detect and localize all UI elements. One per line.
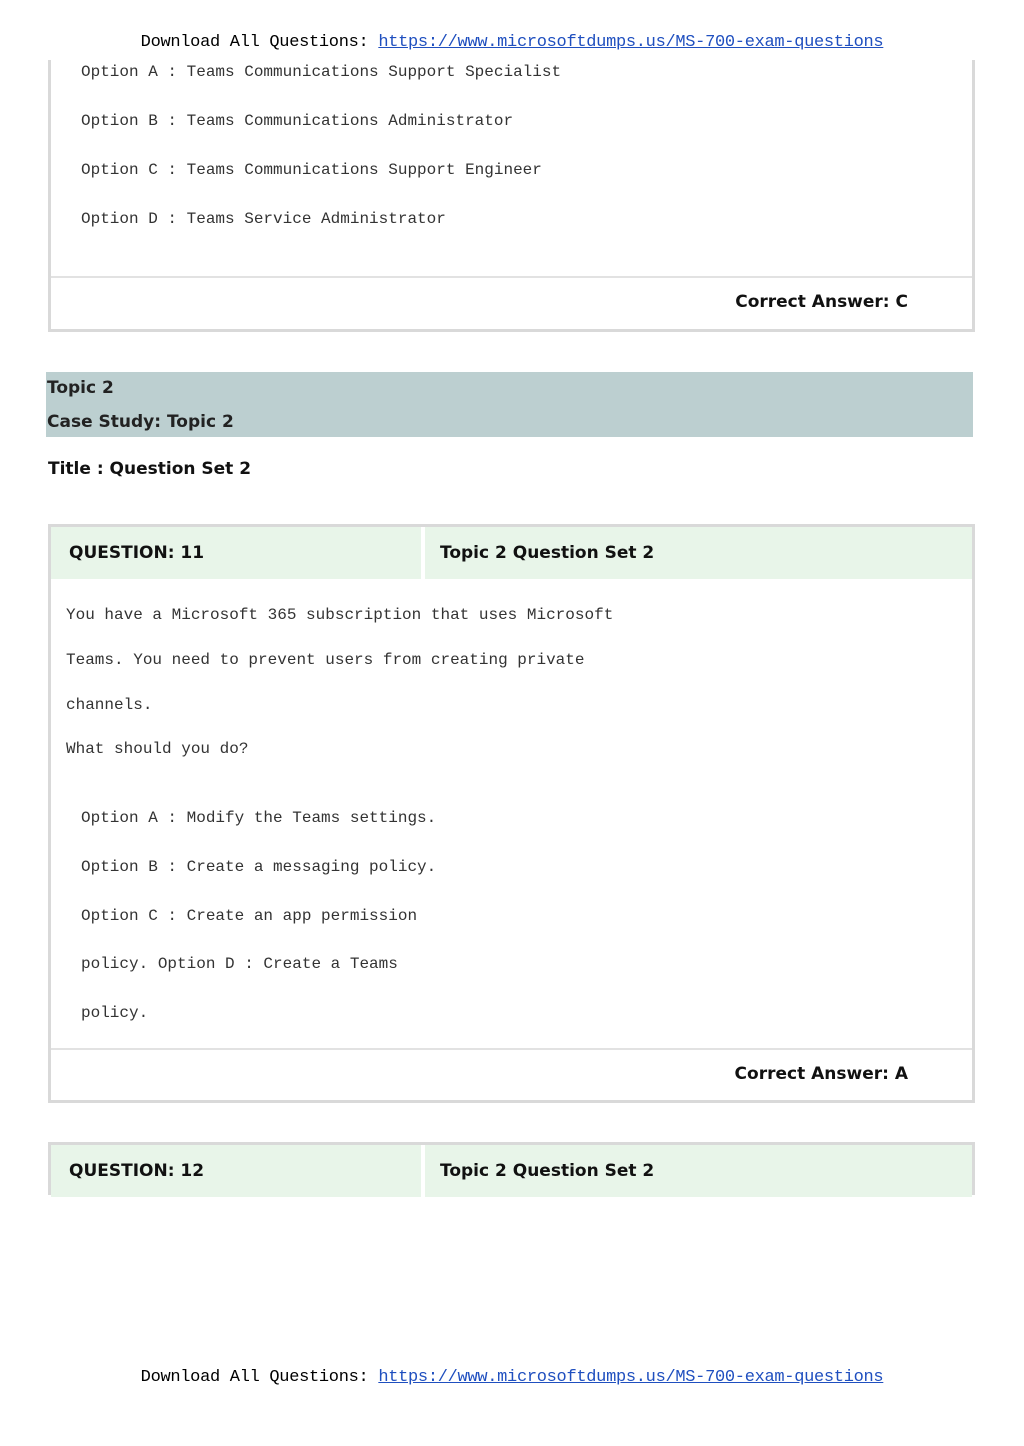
option-d: Option D : Teams Service Administrator	[81, 210, 446, 228]
question-stem-line: What should you do?	[66, 740, 249, 758]
question-set-title: Title : Question Set 2	[48, 459, 252, 479]
case-study-title: Case Study: Topic 2	[47, 412, 234, 432]
option-a: Option A : Teams Communications Support Specialist	[81, 63, 562, 81]
option-line: Option B : Create a messaging policy.	[81, 858, 437, 876]
option-line: policy.	[81, 1004, 149, 1022]
option-line: Option C : Create an app permission	[81, 907, 418, 925]
option-line: Option A : Modify the Teams settings.	[81, 809, 437, 827]
option-b: Option B : Teams Communications Administrator	[81, 112, 514, 130]
download-label: Download All Questions:	[140, 33, 369, 52]
question-header	[51, 527, 972, 579]
question-set-label: Topic 2 Question Set 2	[440, 1161, 655, 1181]
question-stem-line: You have a Microsoft 365 subscription that uses Microsoft	[66, 606, 614, 624]
question-number: QUESTION: 12	[51, 1145, 425, 1197]
download-link[interactable]: https://www.microsoftdumps.us/MS-700-exam-questions	[378, 33, 884, 52]
footer-download-bar	[0, 1368, 1024, 1387]
question-12-card	[48, 1142, 975, 1195]
correct-answer: Correct Answer: A	[734, 1064, 908, 1084]
question-number: QUESTION: 11	[51, 527, 425, 579]
topic-title: Topic 2	[47, 378, 114, 398]
question-11-card	[48, 524, 975, 1103]
download-label: Download All Questions:	[140, 1368, 369, 1387]
download-link[interactable]: https://www.microsoftdumps.us/MS-700-exam-questions	[378, 1368, 884, 1387]
answer-row	[51, 276, 972, 329]
option-c: Option C : Teams Communications Support Engineer	[81, 161, 542, 179]
previous-question-card	[48, 60, 975, 332]
question-set-label: Topic 2 Question Set 2	[440, 543, 655, 563]
correct-answer: Correct Answer: C	[735, 292, 908, 312]
question-stem-line: Teams. You need to prevent users from creating private	[66, 651, 585, 669]
answer-row	[51, 1048, 972, 1103]
topic-banner	[46, 372, 973, 437]
option-line: policy. Option D : Create a Teams	[81, 955, 398, 973]
header-download-bar	[0, 33, 1024, 52]
question-stem-line: channels.	[66, 696, 153, 714]
question-header	[51, 1145, 972, 1197]
